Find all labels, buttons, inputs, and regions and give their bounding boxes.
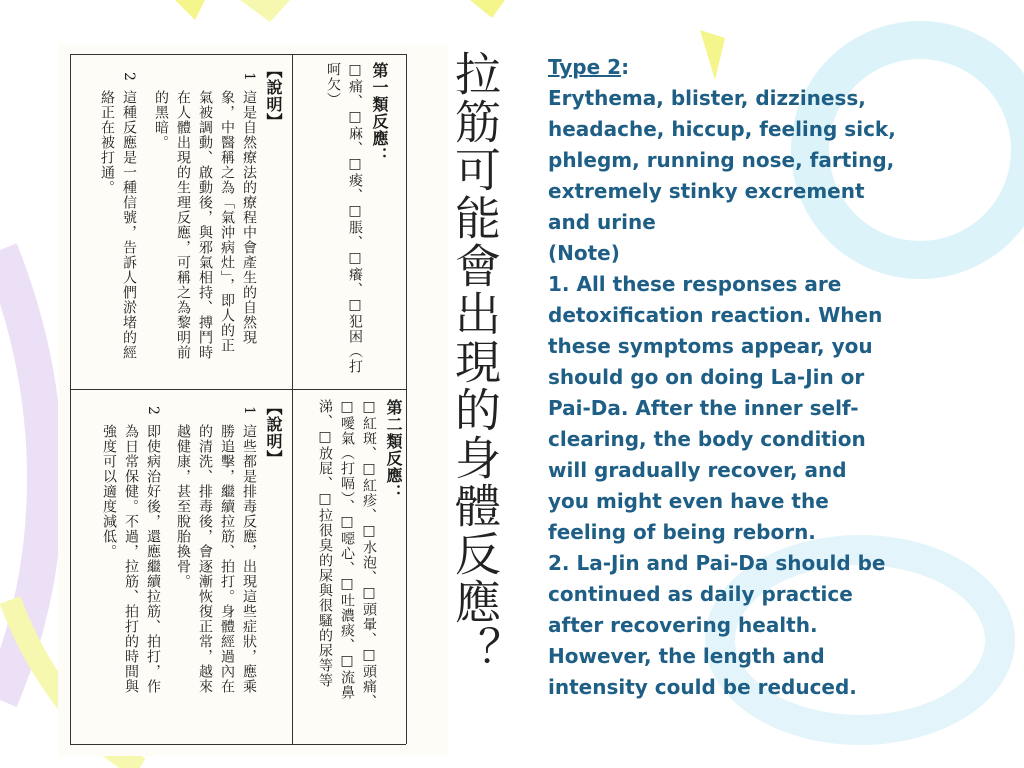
- type2-heading: 第二類反應：: [384, 399, 403, 501]
- panel-line-19: However, the length and: [548, 644, 825, 668]
- english-explanation: [548, 52, 998, 703]
- note1-item1-col-3: 氣被調動、啟動後，與邪氣相持、搏鬥時: [197, 90, 213, 360]
- panel-line-12: clearing, the body condition: [548, 427, 866, 451]
- panel-line-5: and urine: [548, 210, 656, 234]
- panel-line-3: phlegm, running nose, farting,: [548, 148, 895, 172]
- type2-symptoms-col-2: □噯氣（打嗝）、□噁心、□吐濃痰、□流鼻: [339, 399, 355, 700]
- panel-line-18: after recovering health.: [548, 613, 818, 637]
- type1-box-divider: [292, 54, 293, 389]
- panel-line-4: extremely stinky excrement: [548, 179, 865, 203]
- type2-box-divider: [292, 389, 293, 744]
- panel-line-10: should go on doing La-Jin or: [548, 365, 865, 389]
- note1-item1-col-5: 的黑暗。: [153, 90, 169, 150]
- note2-item2-number: 2: [145, 406, 161, 416]
- section-divider: [70, 389, 406, 390]
- page-border-bottom: [70, 744, 406, 745]
- type2-symptoms-col-3: 涕、□放屁、□拉很臭的屎與很騷的尿等等: [317, 399, 333, 688]
- note1-label: 【說明】: [264, 62, 283, 130]
- page-border-right: [406, 54, 407, 744]
- type-label: Type 2: [548, 55, 622, 79]
- panel-line-6: (Note): [548, 241, 620, 265]
- note2-item1-col-2: 勝追擊，繼續拉筋、拍打。身體經過內在: [219, 424, 235, 694]
- panel-line-17: continued as daily practice: [548, 582, 853, 606]
- panel-line-9: these symptoms appear, you: [548, 334, 873, 358]
- panel-line-13: will gradually recover, and: [548, 458, 847, 482]
- yellow-swoosh-top: [175, 0, 205, 20]
- note2-item1-col-3: 的清洗、排毒後，會逐漸恢復正常，越來: [197, 424, 213, 694]
- yellow-swoosh-top-2: [240, 0, 290, 22]
- note2-item1-col-4: 越健康，甚至脫胎換骨。: [175, 424, 191, 589]
- type2-symptoms-col-1: □紅斑、□紅疹、□水泡、□頭暈、□頭痛、: [361, 399, 377, 709]
- vertical-title: 拉筋可能會出現的身體反應？: [448, 50, 502, 674]
- panel-line-11: Pai-Da. After the inner self-: [548, 396, 859, 420]
- type-colon: :: [621, 55, 630, 79]
- panel-line-7: 1. All these responses are: [548, 272, 842, 296]
- panel-line-14: you might even have the: [548, 489, 829, 513]
- panel-line-1: Erythema, blister, dizziness,: [548, 86, 866, 110]
- yellow-swoosh-top-3: [470, 0, 505, 18]
- type-heading: [548, 52, 998, 83]
- note2-item2-col-3: 強度可以適度減低。: [101, 424, 117, 559]
- lavender-arc-left: [0, 250, 45, 700]
- panel-line-20: intensity could be reduced.: [548, 675, 857, 699]
- note2-item1-number: 1: [241, 406, 257, 416]
- note2-item2-col-1: 即使病治好後，還應繼續拉筋、拍打，作: [145, 424, 161, 694]
- note1-item1-number: 1: [241, 72, 257, 82]
- scanned-book-page: [58, 44, 448, 756]
- note2-item2-col-2: 為日常保健。不過，拉筋、拍打的時間與: [123, 424, 139, 694]
- note2-item1-col-1: 這些都是排毒反應，出現這些症狀，應乘: [241, 424, 257, 694]
- panel-line-15: feeling of being reborn.: [548, 520, 816, 544]
- note1-item1-col-4: 在人體出現的生理反應，可稱之為黎明前: [175, 90, 191, 360]
- page-border-left: [70, 54, 71, 744]
- note1-item1-col-2: 象，中醫稱之為「氣沖病灶」，即人的正: [219, 90, 235, 353]
- type1-heading: 第一類反應：: [370, 62, 389, 164]
- type1-symptoms-col-2: 呵欠）: [325, 62, 341, 107]
- panel-line-2: headache, hiccup, feeling sick,: [548, 117, 896, 141]
- note1-item1-col-1: 這是自然療法的療程中會產生的自然現: [241, 90, 257, 345]
- page-border-top: [70, 54, 406, 55]
- note1-item2-col-2: 絡正在被打通。: [99, 90, 115, 195]
- note1-item2-number: 2: [121, 72, 137, 82]
- type1-symptoms-col-1: □痛、□麻、□痠、□脹、□癢、□犯困（打: [347, 62, 363, 374]
- panel-line-8: detoxification reaction. When: [548, 303, 883, 327]
- note1-item2-col-1: 這種反應是一種信號，告訴人們淤堵的經: [121, 90, 137, 360]
- note2-label: 【說明】: [264, 399, 283, 467]
- panel-line-16: 2. La-Jin and Pai-Da should be: [548, 551, 886, 575]
